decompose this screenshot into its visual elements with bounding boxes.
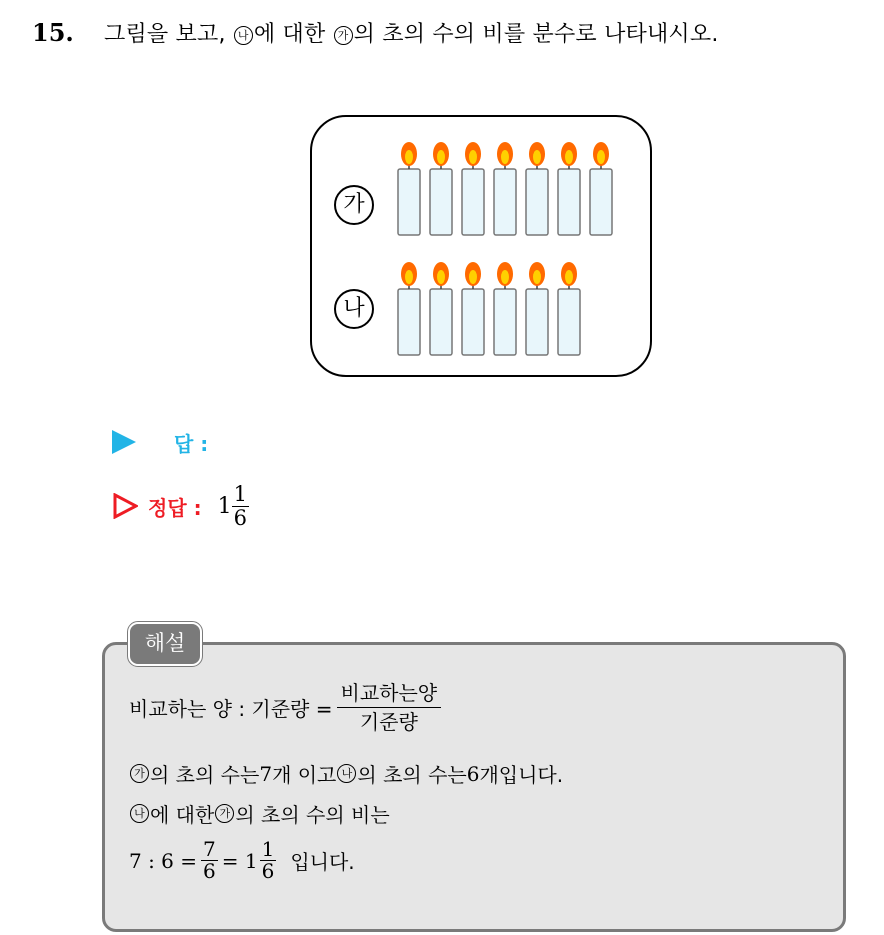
solution-box	[102, 642, 846, 932]
correct-answer-value: 1 $\frac{1}{6}$	[217, 482, 247, 530]
question-number: 15.	[32, 17, 74, 47]
fraction-compare-base: 비교하는양 기준량	[337, 681, 442, 734]
candle	[462, 262, 484, 355]
solution-line-4: 7 : 6 = $\frac{7}{6}$ = 1 $\frac{1}{6}$ 입니다.	[129, 837, 355, 883]
candle	[398, 262, 420, 355]
circle-ga-icon: 가	[215, 804, 234, 823]
fraction-seven-sixths: $\frac{7}{6}$	[203, 837, 216, 883]
candle	[590, 142, 612, 235]
solution-line-2: 가 의 초의 수는 7 개 이고 나 의 초의 수는 6 개입니다.	[129, 759, 563, 788]
candle	[430, 142, 452, 235]
circle-ga-icon: 가	[334, 26, 353, 45]
candle-figure	[310, 115, 652, 377]
fraction-one-sixth: $\frac{1}{6}$	[261, 837, 275, 883]
candle	[462, 142, 484, 235]
candle	[558, 262, 580, 355]
solution-line-3: 나 에 대한 가 의 초의 수의 비는	[129, 799, 390, 828]
circle-na-icon: 나	[130, 804, 149, 823]
correct-answer-row	[112, 482, 249, 530]
circle-ga-icon: 가	[130, 764, 149, 783]
candle	[526, 142, 548, 235]
correct-answer-label: 정답 :	[148, 495, 202, 520]
answer-label: 답 :	[174, 431, 209, 456]
question-text: 그림을 보고, 나 에 대한 가 의 초의 수의 비를 분수로 나타내시오.	[104, 21, 719, 47]
candle	[526, 262, 548, 355]
candle	[430, 262, 452, 355]
candle	[494, 142, 516, 235]
circle-na-icon: 나	[337, 764, 356, 783]
question-header	[32, 12, 719, 52]
outline-triangle-icon	[112, 493, 138, 519]
circle-na-icon: 나	[234, 26, 253, 45]
row-label-na: 나	[334, 289, 374, 329]
answer-row	[112, 422, 208, 462]
candles-illustration	[312, 117, 652, 377]
solution-line-1: 비교하는 양 : 기준량 = 비교하는양 기준량	[129, 681, 445, 734]
candle	[398, 142, 420, 235]
row-label-ga: 가	[334, 185, 374, 225]
candle	[494, 262, 516, 355]
candle	[558, 142, 580, 235]
solution-tab: 해설	[128, 622, 202, 666]
play-triangle-icon	[112, 430, 136, 454]
